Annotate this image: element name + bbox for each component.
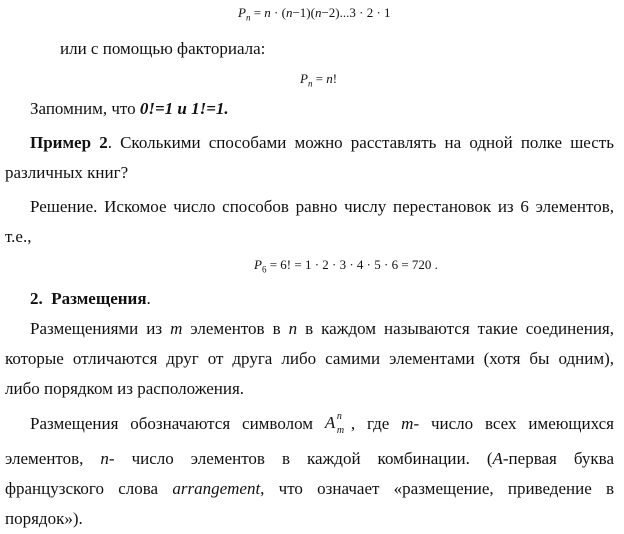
remember-bold: 0!=1 и 1!=1. <box>139 99 229 118</box>
example-text-1: . Сколькими способами можно расставлять на одной полке шесть <box>107 133 614 152</box>
section-title: Размещения <box>51 289 147 308</box>
notation-text-a: Размещения обозначаются символом <box>30 414 314 433</box>
notation3-text-b: , что означает «размещение, приведение в <box>260 479 615 498</box>
var-n: n <box>288 319 298 338</box>
definition-line-2: которые отличаются друг от друга либо самими элементами (хотя бы одним), <box>5 349 614 368</box>
notation2-text-c: -первая буква <box>502 449 614 468</box>
formula-permutation-expanded: $P_n = n \cdot (n-1)(n-2)...3 \cdot 2 \cdot 1$ <box>238 5 391 23</box>
definition-line-3: либо порядком из расположения. <box>5 379 245 398</box>
example-label: Пример 2 <box>30 133 108 152</box>
example-line-2: различных книг? <box>5 163 129 182</box>
notation-line-2 <box>5 448 614 470</box>
solution-line-2: т.е., <box>5 227 32 246</box>
notation-line-4: порядок»). <box>5 509 83 528</box>
definition-text-c: в каждом называются такие соединения, <box>297 319 614 338</box>
definition-text-b: элементов в <box>182 319 289 338</box>
section-heading <box>30 288 151 310</box>
word-arrangement: arrangement <box>172 479 261 498</box>
section-period: . <box>146 289 151 308</box>
definition-line-1 <box>30 318 614 340</box>
remember-prefix: Запомним, что <box>30 99 140 118</box>
section-number: 2. <box>30 289 43 308</box>
var-n-2: n <box>100 449 109 468</box>
definition-text-a: Размещениями из <box>30 319 171 338</box>
notation-line-3 <box>5 478 614 500</box>
notation3-text-a: французского слова <box>5 479 173 498</box>
or-factorial-text: или с помощью факториала: <box>60 39 266 58</box>
notation2-text-a: элементов, <box>5 449 84 468</box>
example-line-1 <box>30 132 614 154</box>
var-A: A <box>492 449 503 468</box>
var-m: m <box>170 319 183 338</box>
notation2-text-b: - число элементов в каждой комбинации. ( <box>108 449 493 468</box>
arrangement-symbol: A n m <box>324 411 345 436</box>
formula-p6: $P_6 = 6$! = 1 · 2 · 3 · 4 · 5 · 6 = 720 . <box>254 257 438 275</box>
notation-text-b: , где <box>350 414 390 433</box>
var-m-2: m <box>401 414 414 433</box>
notation-line-1 <box>30 412 614 435</box>
notation-text-c: - число всех имеющихся <box>413 414 614 433</box>
solution-line-1: Решение. Искомое число способов равно числу перестановок из 6 элементов, <box>30 197 614 216</box>
remember-line <box>30 98 229 120</box>
formula-permutation-factorial: $P_n = n$! <box>300 71 338 89</box>
